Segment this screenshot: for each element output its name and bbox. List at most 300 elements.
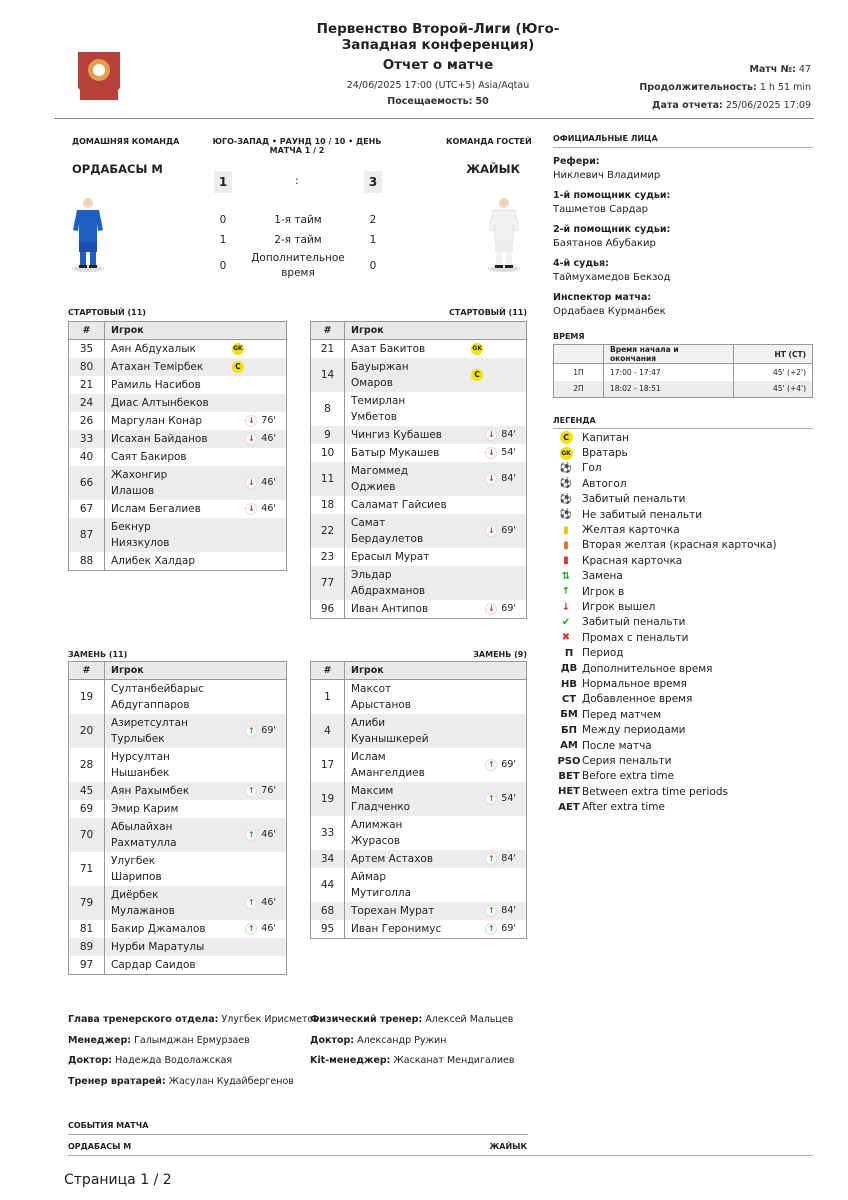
time-col-ht: HT (CT)	[734, 345, 813, 364]
player-name: Аймар Мутиголла	[351, 871, 412, 899]
legend-item	[556, 630, 688, 645]
staff-name: Жасканат Мендигалиев	[393, 1055, 515, 1066]
player-number: 66	[69, 466, 105, 500]
legend-item	[556, 769, 674, 784]
sub-minute: 54'	[501, 793, 516, 804]
player-row	[311, 816, 527, 850]
legend-item	[556, 507, 702, 522]
player-out-icon: ↓	[485, 447, 497, 459]
player-row	[69, 920, 287, 938]
player-out-icon: ↓	[245, 503, 257, 515]
official-role: 4-й судья:	[553, 258, 609, 269]
player-out-icon: ↓	[485, 525, 497, 537]
player-number: 70	[69, 818, 105, 852]
player-number: 89	[69, 938, 105, 956]
legend-item	[556, 646, 624, 661]
legend-item	[556, 738, 652, 753]
time-ht: 45' (+2')	[734, 364, 813, 381]
player-name-cell	[105, 412, 232, 430]
legend-label: Перед матчем	[582, 708, 662, 721]
legend-label: Гол	[582, 462, 602, 475]
staff-member	[68, 1055, 232, 1066]
staff-name: Алексей Мальцев	[425, 1014, 514, 1025]
home-subs-label: ЗАМЕНЬ (11)	[68, 650, 128, 659]
legend-label: Замена	[582, 570, 623, 583]
player-row	[69, 714, 287, 748]
player-event-cell	[232, 500, 287, 518]
player-row	[69, 886, 287, 920]
staff-role: Доктор:	[310, 1034, 355, 1046]
player-name: Диас Алтынбеков	[111, 397, 209, 409]
player-event-cell	[471, 496, 526, 514]
player-name-cell	[105, 376, 232, 394]
player-name-cell	[345, 358, 472, 392]
legend-label: Желтая карточка	[582, 524, 680, 537]
league-logo	[74, 48, 124, 106]
player-name-cell	[345, 714, 470, 748]
player-name: Бауыржан Омаров	[351, 361, 409, 389]
legend-item	[556, 707, 661, 722]
penalty-missed-icon: ⚽	[559, 509, 573, 521]
shootout-scored-icon: ✔	[561, 616, 571, 628]
second-yellow-icon: ▮	[563, 539, 569, 551]
player-row	[69, 938, 287, 956]
away-team-label: КОМАНДА ГОСТЕЙ	[446, 137, 532, 146]
player-event-cell	[231, 714, 287, 748]
player-number: 1	[311, 680, 345, 715]
player-event-cell	[469, 680, 526, 715]
time-row	[554, 381, 813, 398]
goalkeeper-icon: GK	[232, 343, 244, 355]
legend-label: Период	[582, 647, 624, 660]
player-name-cell	[345, 920, 470, 939]
match-duration: Продолжительность: 1 h 51 min	[639, 82, 811, 93]
staff-role: Физический тренер:	[310, 1014, 423, 1025]
player-name-cell	[345, 868, 470, 902]
player-name: Абылайхан Рахматулла	[111, 821, 177, 849]
player-row	[69, 500, 287, 518]
sub-minute: 84'	[501, 429, 516, 440]
player-row	[69, 680, 287, 715]
player-name: Улугбек Шарипов	[111, 855, 162, 883]
captain-icon: C	[471, 369, 483, 381]
player-event-cell	[231, 800, 287, 818]
player-name: Темирлан Умбетов	[351, 395, 406, 423]
legend-item	[556, 692, 692, 707]
official-name: Таймухамедов Бекзод	[553, 272, 671, 283]
player-number: 69	[69, 800, 105, 818]
player-in-icon: ↑	[485, 793, 497, 805]
player-out-icon: ↓	[485, 603, 497, 615]
staff-member	[68, 1076, 294, 1087]
player-name: Максот Арыстанов	[351, 683, 411, 711]
staff-member	[310, 1014, 513, 1025]
staff-role: Доктор:	[68, 1055, 113, 1066]
player-event-cell	[471, 426, 526, 444]
player-event-cell	[469, 920, 526, 939]
player-name-cell	[105, 680, 231, 715]
player-row	[69, 552, 287, 571]
player-number: 11	[311, 462, 345, 496]
away-starting-label: СТАРТОВЫЙ (11)	[449, 308, 527, 317]
player-event-cell	[231, 920, 287, 938]
legend-label: Вратарь	[582, 447, 628, 460]
events-home: ОРДАБАСЫ М	[68, 1142, 132, 1151]
sub-minute: 84'	[501, 473, 516, 484]
player-name-cell	[345, 902, 470, 920]
player-name-cell	[105, 920, 231, 938]
player-in-icon: ↑	[485, 853, 497, 865]
player-name: Аян Рахымбек	[111, 785, 190, 797]
player-number: 18	[311, 496, 345, 514]
sub-minute: 46'	[261, 477, 276, 488]
player-name: Диёрбек Мулажанов	[111, 889, 175, 917]
page-number: Страница 1 / 2	[64, 1172, 172, 1188]
player-number: 71	[69, 852, 105, 886]
player-event-cell	[471, 566, 526, 600]
time-col-period	[554, 345, 604, 364]
legend-label: Серия пенальти	[582, 755, 672, 768]
player-number: 22	[311, 514, 345, 548]
player-name: Азиретсултан Турлыбек	[111, 717, 188, 745]
player-number: 9	[311, 426, 345, 444]
player-row	[311, 444, 527, 462]
sub-minute: 69'	[501, 923, 516, 934]
legend-item	[556, 522, 680, 537]
legend-item	[556, 538, 777, 553]
player-name-cell	[345, 496, 472, 514]
legend-abbr: AET	[558, 801, 580, 813]
player-row	[69, 430, 287, 448]
legend-label: Промах с пенальти	[582, 631, 689, 644]
player-event-cell	[231, 852, 287, 886]
player-row	[311, 748, 527, 782]
legend-item	[556, 430, 629, 445]
player-number: 88	[69, 552, 105, 571]
player-row	[69, 412, 287, 430]
player-name: Рамиль Насибов	[111, 379, 201, 391]
home-team-name: ОРДАБАСЫ М	[72, 162, 163, 176]
legend-label: Капитан	[582, 431, 629, 444]
player-name: Самат Бердаулетов	[351, 517, 424, 545]
legend-abbr: PSO	[557, 755, 581, 767]
player-name: Эмир Карим	[111, 803, 179, 815]
col-player: Игрок	[105, 662, 287, 680]
legend-item	[556, 784, 728, 799]
player-name-cell	[105, 818, 231, 852]
legend-abbr: BET	[558, 770, 580, 782]
player-out-icon: ↓	[485, 429, 497, 441]
player-event-cell	[231, 782, 287, 800]
player-out-icon: ↓	[245, 415, 257, 427]
player-row	[311, 548, 527, 566]
legend-item	[556, 615, 686, 630]
legend-label: Нормальное время	[582, 678, 687, 691]
home-starting-label: СТАРТОВЫЙ (11)	[68, 308, 146, 317]
legend-label: Забитый пенальти	[582, 616, 686, 629]
player-number: 28	[69, 748, 105, 782]
player-row	[311, 496, 527, 514]
legend-abbr: СТ	[561, 693, 577, 705]
player-out-icon: ↓	[485, 473, 497, 485]
player-name-cell	[105, 852, 231, 886]
sub-minute: 46'	[261, 923, 276, 934]
player-number: 21	[69, 376, 105, 394]
player-number: 68	[311, 902, 345, 920]
staff-member	[68, 1035, 250, 1046]
staff-role: Kit-менеджер:	[310, 1055, 391, 1066]
player-name-cell	[105, 448, 232, 466]
legend-abbr: П	[564, 647, 574, 659]
player-name-cell	[105, 394, 232, 412]
time-row	[554, 364, 813, 381]
player-row	[69, 748, 287, 782]
time-range: 17:00 - 17:47	[604, 364, 734, 381]
player-out-icon: ↓	[245, 477, 257, 489]
half1-home: 0	[219, 214, 227, 226]
captain-icon: C	[556, 431, 576, 444]
legend-item	[556, 553, 682, 568]
time-period: 1П	[554, 364, 604, 381]
player-row	[311, 600, 527, 619]
time-range: 18:02 - 18:51	[604, 381, 734, 398]
legend-abbr: БП	[561, 724, 577, 736]
legend-item	[556, 492, 686, 507]
legend-item	[556, 569, 623, 584]
legend-label: После матча	[582, 739, 652, 752]
player-name: Максим Гладченко	[351, 785, 411, 813]
staff-name: Галымджан Ермурзаев	[134, 1034, 250, 1046]
legend-label: Не забитый пенальти	[582, 508, 703, 521]
player-event-cell	[471, 548, 526, 566]
legend-abbr: АМ	[560, 740, 578, 752]
player-row	[69, 376, 287, 394]
player-number: 24	[69, 394, 105, 412]
legend-item	[556, 461, 602, 476]
legend-abbr: НВ	[561, 678, 577, 690]
player-name: Аян Абдухалык	[111, 343, 196, 355]
official-role: 1-й помощник судьи:	[553, 190, 671, 201]
legend-label: Дополнительное время	[582, 662, 713, 675]
official-role: 2-й помощник судьи:	[553, 224, 671, 235]
sub-minute: 69'	[501, 525, 516, 536]
goalkeeper-icon: GK	[471, 343, 483, 355]
staff-name: Жасулан Кудайбергенов	[168, 1075, 294, 1087]
legend-item	[556, 476, 627, 491]
player-event-cell	[232, 430, 287, 448]
player-event-cell	[232, 358, 287, 376]
player-event-cell	[231, 938, 287, 956]
player-number: 81	[69, 920, 105, 938]
player-row	[69, 818, 287, 852]
half1-away: 2	[369, 214, 377, 226]
home-score: 1	[214, 171, 232, 193]
player-in-icon: ↑	[245, 923, 257, 935]
col-player: Игрок	[105, 322, 287, 340]
player-number: 77	[311, 566, 345, 600]
legend-label: Игрок вышел	[582, 601, 656, 614]
legend-abbr: ДВ	[560, 663, 578, 675]
player-row	[311, 680, 527, 715]
player-name-cell	[345, 462, 472, 496]
player-event-cell	[471, 340, 526, 359]
away-score: 3	[364, 171, 382, 193]
player-name: Сардар Саидов	[111, 959, 196, 971]
player-number: 40	[69, 448, 105, 466]
sub-minute: 46'	[261, 503, 276, 514]
player-number: 34	[311, 850, 345, 868]
official-role: Инспектор матча:	[553, 292, 652, 303]
away-starting-table	[310, 321, 527, 619]
player-name-cell	[105, 552, 232, 571]
player-event-cell	[231, 956, 287, 975]
penalty-scored-icon: ⚽	[559, 493, 573, 505]
half2-label: 2-я тайм	[274, 234, 322, 246]
player-name: Батыр Мукашев	[351, 447, 440, 459]
player-event-cell	[469, 902, 526, 920]
legend-abbr: БМ	[560, 709, 578, 721]
staff-member	[310, 1055, 514, 1066]
player-name: Ислам Бегалиев	[111, 503, 201, 515]
home-subs-table	[68, 661, 287, 975]
sub-minute: 76'	[261, 785, 276, 796]
shootout-missed-icon: ✖	[561, 632, 571, 644]
player-event-cell	[232, 376, 287, 394]
goal-icon: ⚽	[559, 462, 573, 474]
player-event-cell	[232, 552, 287, 571]
player-name-cell	[345, 816, 470, 850]
player-event-cell	[471, 600, 526, 619]
player-row	[311, 358, 527, 392]
sub-minute: 46'	[261, 433, 276, 444]
player-number: 26	[69, 412, 105, 430]
player-name-cell	[105, 748, 231, 782]
player-out-icon: ↓	[245, 433, 257, 445]
player-name-cell	[105, 782, 231, 800]
official-role: Рефери:	[553, 156, 600, 167]
player-number: 33	[69, 430, 105, 448]
col-num: #	[311, 322, 345, 340]
legend-label: Красная карточка	[582, 554, 683, 567]
player-event-cell	[231, 818, 287, 852]
player-in-icon: ↑	[245, 829, 257, 841]
col-player: Игрок	[345, 662, 527, 680]
half2-home: 1	[219, 234, 227, 246]
player-name-cell	[345, 600, 472, 619]
player-name-cell	[345, 782, 470, 816]
player-in-icon: ↑	[245, 897, 257, 909]
player-event-cell	[232, 518, 287, 552]
half1-label: 1-я тайм	[274, 214, 322, 226]
player-row	[69, 340, 287, 359]
legend-label: Before extra time	[582, 770, 675, 783]
competition-title: Первенство Второй-Лиги (Юго-Западная конференция)	[316, 21, 560, 53]
player-name-cell	[105, 886, 231, 920]
col-num: #	[69, 322, 105, 340]
events-title: СОБЫТИЯ МАТЧА	[68, 1121, 149, 1130]
player-number: 8	[311, 392, 345, 426]
player-name-cell	[105, 714, 231, 748]
legend-title: ЛЕГЕНДА	[553, 416, 596, 425]
player-event-cell	[469, 868, 526, 902]
player-event-cell	[469, 850, 526, 868]
score-separator: :	[295, 174, 299, 187]
player-in-icon: ↑	[245, 725, 257, 737]
player-number: 35	[69, 340, 105, 359]
player-name: Атахан Темірбек	[111, 361, 204, 373]
sub-minute: 54'	[501, 447, 516, 458]
player-row	[69, 518, 287, 552]
player-name: Султанбейбарыс Абдугаппаров	[111, 683, 205, 711]
player-row	[311, 782, 527, 816]
time-col-range: Время начала и окончания	[604, 345, 734, 364]
report-title: Отчет о матче	[382, 57, 494, 73]
legend-label: After extra time	[582, 801, 665, 814]
player-name-cell	[105, 956, 231, 975]
player-number: 80	[69, 358, 105, 376]
events-divider	[68, 1134, 528, 1135]
legend-label: Добавленное время	[582, 693, 693, 706]
staff-name: Улугбек Ирисметов	[221, 1014, 319, 1025]
report-date: Дата отчета: 25/06/2025 17:09	[652, 100, 811, 111]
player-number: 17	[311, 748, 345, 782]
player-name: Торехан Мурат	[351, 905, 435, 917]
legend-label: Между периодами	[582, 724, 686, 737]
player-number: 10	[311, 444, 345, 462]
player-name-cell	[345, 444, 472, 462]
header-divider	[54, 118, 814, 119]
player-name: Артем Астахов	[351, 853, 434, 865]
player-row	[311, 340, 527, 359]
goalkeeper-icon: GK	[556, 447, 576, 460]
staff-name: Александр Ружин	[357, 1034, 447, 1046]
player-name: Саламат Гайсиев	[351, 499, 447, 511]
player-name: Жахонгир Илашов	[111, 469, 168, 497]
player-row	[69, 448, 287, 466]
match-number: Матч №: 47	[749, 64, 811, 75]
player-event-cell	[471, 392, 526, 426]
player-row	[69, 394, 287, 412]
player-number: 87	[69, 518, 105, 552]
player-name-cell	[345, 566, 472, 600]
col-num: #	[69, 662, 105, 680]
events-away: ЖАЙЫК	[489, 1142, 527, 1151]
player-number: 19	[311, 782, 345, 816]
staff-name: Надежда Водолажская	[115, 1055, 233, 1066]
player-event-cell	[471, 358, 526, 392]
official-name: Баятанов Абубакир	[553, 238, 656, 249]
legend-label: Игрок в	[582, 585, 625, 598]
player-name: Ислам Амангелдиев	[351, 751, 425, 779]
player-event-cell	[469, 782, 526, 816]
player-event-cell	[231, 886, 287, 920]
officials-title: ОФИЦИАЛЬНЫЕ ЛИЦА	[553, 134, 658, 143]
player-name: Алимжан Журасов	[351, 819, 403, 847]
time-title: ВРЕМЯ	[553, 332, 585, 341]
player-number: 4	[311, 714, 345, 748]
officials-divider	[553, 147, 813, 148]
player-name-cell	[345, 850, 470, 868]
away-subs-table	[310, 661, 527, 939]
player-name: Эльдар Абдрахманов	[351, 569, 426, 597]
player-in-icon: ↑	[485, 759, 497, 771]
player-number: 20	[69, 714, 105, 748]
player-event-cell	[469, 816, 526, 850]
player-name-cell	[105, 800, 231, 818]
player-name: Алиби Куанышкерей	[351, 717, 429, 745]
player-name: Иван Антипов	[351, 603, 429, 615]
player-row	[311, 514, 527, 548]
